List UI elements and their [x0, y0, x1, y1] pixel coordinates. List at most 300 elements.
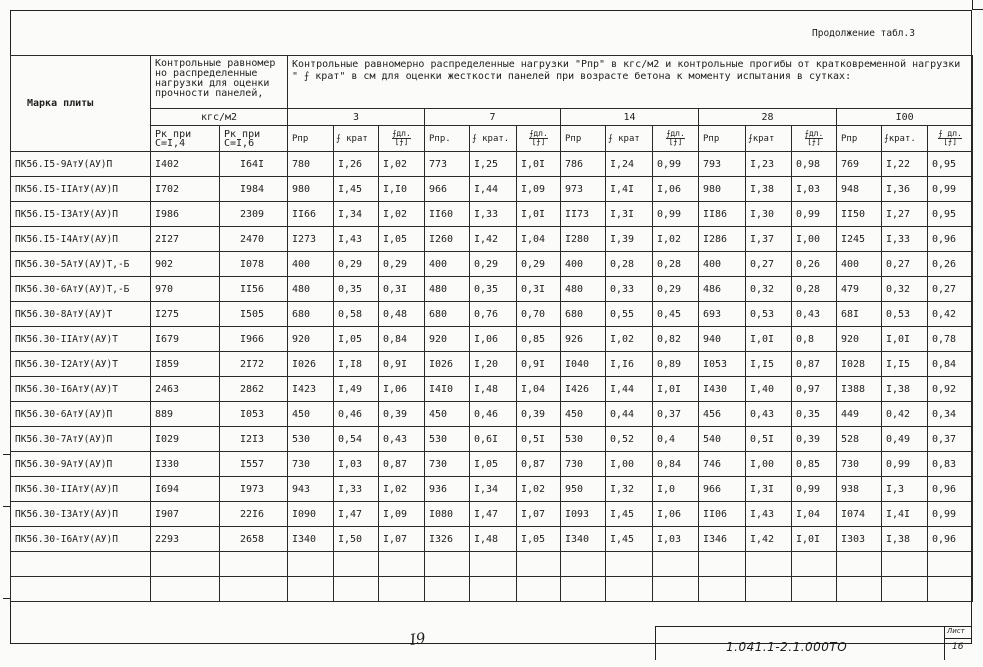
empty-cell — [334, 577, 379, 602]
table-cell: 0,27 — [882, 252, 928, 277]
long-deflection-subheader — [517, 126, 561, 152]
table-cell: I694 — [151, 477, 220, 502]
table-cell: 746 — [699, 452, 746, 477]
table-cell: I340 — [561, 527, 606, 552]
table-cell: I,48 — [470, 527, 517, 552]
table-cell: I4I0 — [425, 377, 470, 402]
table-cell: 0,35 — [334, 277, 379, 302]
table-cell: 400 — [425, 252, 470, 277]
table-row — [11, 452, 973, 477]
empty-cell — [11, 552, 151, 577]
table-cell: I,34 — [334, 202, 379, 227]
table-cell: 769 — [837, 152, 882, 177]
table-cell: I303 — [837, 527, 882, 552]
empty-cell — [288, 552, 334, 577]
empty-cell — [379, 552, 425, 577]
table-row — [11, 477, 973, 502]
table-cell: 2I72 — [220, 352, 288, 377]
frac-denominator: [⨍] — [531, 137, 546, 146]
table-cell: I273 — [288, 227, 334, 252]
table-cell: I,02 — [379, 202, 425, 227]
table-cell: I,0I — [792, 527, 837, 552]
table-cell: 973 — [561, 177, 606, 202]
table-cell: 400 — [699, 252, 746, 277]
table-cell: 2463 — [151, 377, 220, 402]
empty-cell — [561, 577, 606, 602]
table-cell: I859 — [151, 352, 220, 377]
table-cell: 940 — [699, 327, 746, 352]
table-cell: I,27 — [882, 202, 928, 227]
table-cell: I093 — [561, 502, 606, 527]
frac-denominator: [⨍] — [943, 137, 958, 146]
table-cell: II60 — [425, 202, 470, 227]
table-cell: 2293 — [151, 527, 220, 552]
table-cell: I,06 — [379, 377, 425, 402]
table-cell: 0,5I — [746, 427, 792, 452]
table-cell: 0,46 — [470, 402, 517, 427]
table-cell: I,0 — [653, 477, 699, 502]
table-cell: I,49 — [334, 377, 379, 402]
slab-mark: ПК56.I5-IIАтУ(АУ)П — [11, 177, 151, 202]
table-cell: 793 — [699, 152, 746, 177]
table-cell: 693 — [699, 302, 746, 327]
empty-row — [11, 577, 973, 602]
slab-mark: ПК56.30-IIАтУ(АУ)П — [11, 477, 151, 502]
empty-cell — [220, 577, 288, 602]
table-cell: 0,96 — [928, 227, 973, 252]
empty-cell — [792, 577, 837, 602]
table-cell: 0,27 — [928, 277, 973, 302]
sheet-divider — [944, 638, 972, 639]
slab-mark: ПК56.30-I6АтУ(АУ)Т — [11, 377, 151, 402]
frame-corner-line — [972, 0, 983, 10]
table-row — [11, 402, 973, 427]
table-cell: 540 — [699, 427, 746, 452]
table-cell: 0,97 — [792, 377, 837, 402]
table-cell: 0,45 — [653, 302, 699, 327]
table-cell: 456 — [699, 402, 746, 427]
table-cell: I,44 — [606, 377, 653, 402]
table-cell: I,40 — [746, 377, 792, 402]
table-cell: 450 — [425, 402, 470, 427]
table-cell: 926 — [561, 327, 606, 352]
empty-cell — [288, 577, 334, 602]
table-cell: 2I27 — [151, 227, 220, 252]
table-cell: 0,87 — [792, 352, 837, 377]
short-deflection-subheader: ⨍ крат — [606, 126, 653, 152]
table-cell: 0,6I — [470, 427, 517, 452]
table-cell: 730 — [837, 452, 882, 477]
table-cell: 0,46 — [334, 402, 379, 427]
table-cell: 0,35 — [470, 277, 517, 302]
empty-cell — [379, 577, 425, 602]
slab-mark: ПК56.30-I3АтУ(АУ)П — [11, 502, 151, 527]
table-cell: I,0I — [746, 327, 792, 352]
table-cell: I,05 — [379, 227, 425, 252]
table-cell: 966 — [699, 477, 746, 502]
rk-col-1-header: Рк при С=I,4 — [151, 126, 220, 152]
table-row — [11, 527, 973, 552]
table-cell: I2I3 — [220, 427, 288, 452]
empty-cell — [470, 577, 517, 602]
table-cell: I,0I — [653, 377, 699, 402]
table-cell: I,05 — [334, 327, 379, 352]
table-cell: 0,27 — [746, 252, 792, 277]
table-cell: I,02 — [517, 477, 561, 502]
table-cell: I,0I — [882, 327, 928, 352]
empty-cell — [334, 552, 379, 577]
strength-header: Контрольные равномер но распределенные нагрузки для оценки прочности панелей, — [151, 56, 288, 109]
empty-cell — [425, 552, 470, 577]
table-cell: 0,99 — [792, 202, 837, 227]
empty-cell — [746, 577, 792, 602]
table-cell: I,4I — [882, 502, 928, 527]
table-cell: 773 — [425, 152, 470, 177]
day-header: I00 — [837, 109, 973, 126]
table-cell: I078 — [220, 252, 288, 277]
table-cell: I,09 — [517, 177, 561, 202]
table-cell: 780 — [288, 152, 334, 177]
table-cell: I,26 — [334, 152, 379, 177]
table-cell: I,32 — [606, 477, 653, 502]
table-cell: 0,99 — [792, 477, 837, 502]
table-cell: I340 — [288, 527, 334, 552]
table-cell: I,38 — [746, 177, 792, 202]
table-cell: I275 — [151, 302, 220, 327]
table-cell: 480 — [425, 277, 470, 302]
table-cell: I,33 — [334, 477, 379, 502]
table-cell: 0,33 — [606, 277, 653, 302]
table-cell: 400 — [561, 252, 606, 277]
table-cell: 450 — [561, 402, 606, 427]
table-cell: I,0I — [517, 202, 561, 227]
table-cell: I330 — [151, 452, 220, 477]
table-cell: 400 — [837, 252, 882, 277]
table-cell: 0,70 — [517, 302, 561, 327]
table-cell: I,3I — [606, 202, 653, 227]
table-cell: I,02 — [606, 327, 653, 352]
table-cell: I,05 — [470, 452, 517, 477]
table-row — [11, 377, 973, 402]
table-cell: I402 — [151, 152, 220, 177]
empty-cell — [606, 577, 653, 602]
table-cell: I984 — [220, 177, 288, 202]
table-cell: II06 — [699, 502, 746, 527]
table-cell: I346 — [699, 527, 746, 552]
table-cell: I,25 — [470, 152, 517, 177]
day-header: 14 — [561, 109, 699, 126]
table-cell: I026 — [425, 352, 470, 377]
table-cell: I,43 — [334, 227, 379, 252]
table-cell: I074 — [837, 502, 882, 527]
table-cell: I,I0 — [379, 177, 425, 202]
table-cell: I,33 — [882, 227, 928, 252]
short-deflection-subheader: ⨍ крат. — [470, 126, 517, 152]
table-row — [11, 152, 973, 177]
table-cell: I,20 — [470, 352, 517, 377]
table-cell: 0,53 — [882, 302, 928, 327]
table-cell: 0,28 — [606, 252, 653, 277]
table-cell: I,3I — [746, 477, 792, 502]
table-cell: I,I5 — [882, 352, 928, 377]
sheet-number: 16 — [952, 642, 964, 652]
table-cell: 0,39 — [517, 402, 561, 427]
table-cell: I080 — [425, 502, 470, 527]
slab-mark: ПК56.30-7АтУ(АУ)П — [11, 427, 151, 452]
table-cell: 0,87 — [379, 452, 425, 477]
table-cell: 938 — [837, 477, 882, 502]
table-cell: 450 — [288, 402, 334, 427]
table-cell: 0,92 — [928, 377, 973, 402]
empty-cell — [882, 577, 928, 602]
table-cell: 0,99 — [928, 177, 973, 202]
table-cell: I,07 — [379, 527, 425, 552]
table-row — [11, 502, 973, 527]
slab-mark: ПК56.30-I6АтУ(АУ)П — [11, 527, 151, 552]
table-cell: I,06 — [653, 502, 699, 527]
slab-mark: ПК56.30-9АтУ(АУ)П — [11, 452, 151, 477]
table-cell: 0,52 — [606, 427, 653, 452]
slab-mark: ПК56.I5-I4АтУ(АУ)П — [11, 227, 151, 252]
empty-cell — [928, 552, 973, 577]
table-cell: 0,32 — [882, 277, 928, 302]
empty-cell — [220, 552, 288, 577]
table-cell: I,47 — [470, 502, 517, 527]
table-cell: 980 — [699, 177, 746, 202]
table-cell: 0,8 — [792, 327, 837, 352]
table-cell: 486 — [699, 277, 746, 302]
empty-cell — [928, 577, 973, 602]
short-deflection-subheader: ⨍ крат — [334, 126, 379, 152]
table-cell: I040 — [561, 352, 606, 377]
table-cell: 2309 — [220, 202, 288, 227]
table-cell: 889 — [151, 402, 220, 427]
table-cell: I,03 — [792, 177, 837, 202]
frac-numerator: ⨍дл. — [529, 129, 548, 138]
table-cell: I,30 — [746, 202, 792, 227]
table-cell: 0,55 — [606, 302, 653, 327]
table-cell: 0,99 — [928, 502, 973, 527]
table-cell: 902 — [151, 252, 220, 277]
mark-header: Марка плиты — [11, 56, 151, 152]
table-cell: 0,43 — [792, 302, 837, 327]
table-cell: II86 — [699, 202, 746, 227]
table-cell: I973 — [220, 477, 288, 502]
table-cell: 0,42 — [928, 302, 973, 327]
empty-cell — [746, 552, 792, 577]
empty-cell — [699, 552, 746, 577]
table-cell: 936 — [425, 477, 470, 502]
table-cell: 528 — [837, 427, 882, 452]
table-cell: I,03 — [653, 527, 699, 552]
empty-cell — [606, 552, 653, 577]
long-deflection-subheader — [792, 126, 837, 152]
table-cell: I,I6 — [606, 352, 653, 377]
table-cell: I,33 — [470, 202, 517, 227]
table-cell: I,I8 — [334, 352, 379, 377]
table-cell: I,44 — [470, 177, 517, 202]
table-cell: 0,29 — [517, 252, 561, 277]
load-subheader: Рпр — [288, 126, 334, 152]
table-cell: I,23 — [746, 152, 792, 177]
empty-cell — [151, 552, 220, 577]
empty-cell — [882, 552, 928, 577]
table-cell: I505 — [220, 302, 288, 327]
table-cell: I907 — [151, 502, 220, 527]
table-cell: 530 — [425, 427, 470, 452]
table-cell: I,47 — [334, 502, 379, 527]
table-cell: 920 — [837, 327, 882, 352]
sheet-label: Лист — [947, 627, 965, 635]
table-cell: 730 — [425, 452, 470, 477]
table-cell: I326 — [425, 527, 470, 552]
table-cell: I286 — [699, 227, 746, 252]
table-cell: 680 — [425, 302, 470, 327]
table-cell: 0,29 — [653, 277, 699, 302]
table-cell: 0,28 — [792, 277, 837, 302]
table-cell: I,48 — [470, 377, 517, 402]
table-cell: 0,48 — [379, 302, 425, 327]
table-cell: 2862 — [220, 377, 288, 402]
table-cell: I029 — [151, 427, 220, 452]
margin-tick — [3, 454, 10, 455]
table-cell: II73 — [561, 202, 606, 227]
table-cell: I,42 — [470, 227, 517, 252]
table-row — [11, 277, 973, 302]
table-cell: I,04 — [517, 227, 561, 252]
empty-cell — [517, 577, 561, 602]
table-cell: I,3 — [882, 477, 928, 502]
table-cell: 480 — [288, 277, 334, 302]
table-cell: I028 — [837, 352, 882, 377]
table-cell: 0,95 — [928, 152, 973, 177]
slab-mark: ПК56.I5-I3АтУ(АУ)П — [11, 202, 151, 227]
empty-row — [11, 552, 973, 577]
table-cell: 0,58 — [334, 302, 379, 327]
table-cell: I,03 — [334, 452, 379, 477]
table-cell: I280 — [561, 227, 606, 252]
table-cell: 0,5I — [517, 427, 561, 452]
table-cell: 786 — [561, 152, 606, 177]
slab-mark: ПК56.30-6АтУ(АУ)П — [11, 402, 151, 427]
table-cell: 0,99 — [653, 152, 699, 177]
table-row — [11, 327, 973, 352]
table-cell: I,24 — [606, 152, 653, 177]
table-cell: 0,3I — [517, 277, 561, 302]
table-cell: 0,29 — [470, 252, 517, 277]
stiffness-header: Контрольные равномерно распределенные нагрузки "Рпр" в кгс/м2 и контрольные прогибы от кратковременной нагрузки " ⨍ крат" в см для оценки жесткости панелей при возрасте бетона к моменту испытания в сутках: — [288, 56, 973, 109]
table-cell: I026 — [288, 352, 334, 377]
table-cell: I,50 — [334, 527, 379, 552]
table-cell: 0,35 — [792, 402, 837, 427]
table-cell: 530 — [288, 427, 334, 452]
rk-col-2-header: Рк при С=I,6 — [220, 126, 288, 152]
table-cell: 530 — [561, 427, 606, 452]
table-cell: 0,49 — [882, 427, 928, 452]
table-cell: I,00 — [792, 227, 837, 252]
table-cell: I245 — [837, 227, 882, 252]
table-cell: 0,37 — [928, 427, 973, 452]
table-cell: II50 — [837, 202, 882, 227]
table-cell: I090 — [288, 502, 334, 527]
table-cell: 0,43 — [379, 427, 425, 452]
table-cell: 966 — [425, 177, 470, 202]
empty-cell — [792, 552, 837, 577]
table-cell: 449 — [837, 402, 882, 427]
table-cell: I,0I — [517, 152, 561, 177]
table-cell: 0,78 — [928, 327, 973, 352]
load-subheader: Рпр — [699, 126, 746, 152]
empty-cell — [425, 577, 470, 602]
table-cell: I64I — [220, 152, 288, 177]
table-cell: I,22 — [882, 152, 928, 177]
empty-cell — [837, 552, 882, 577]
table-cell: 0,84 — [379, 327, 425, 352]
table-cell: I,45 — [606, 502, 653, 527]
table-cell: 0,85 — [517, 327, 561, 352]
table-cell: I,04 — [792, 502, 837, 527]
table-cell: I,45 — [606, 527, 653, 552]
table-cell: 970 — [151, 277, 220, 302]
load-subheader: Рпр — [837, 126, 882, 152]
day-header: 3 — [288, 109, 425, 126]
table-cell: 920 — [425, 327, 470, 352]
table-cell: I986 — [151, 202, 220, 227]
empty-cell — [11, 577, 151, 602]
table-cell: I,02 — [653, 227, 699, 252]
empty-cell — [561, 552, 606, 577]
table-cell: 0,32 — [746, 277, 792, 302]
empty-cell — [653, 552, 699, 577]
table-cell: I053 — [699, 352, 746, 377]
table-cell: 943 — [288, 477, 334, 502]
table-cell: II66 — [288, 202, 334, 227]
table-cell: I,42 — [746, 527, 792, 552]
table-cell: I,38 — [882, 527, 928, 552]
table-cell: 730 — [561, 452, 606, 477]
table-row — [11, 252, 973, 277]
table-caption: Продолжение табл.3 — [812, 28, 915, 39]
load-table — [10, 55, 973, 602]
table-cell: 0,26 — [928, 252, 973, 277]
table-cell: I,05 — [517, 527, 561, 552]
table-cell: 0,39 — [379, 402, 425, 427]
day-header: 7 — [425, 109, 561, 126]
table-cell: 0,28 — [653, 252, 699, 277]
load-subheader: Рпр — [561, 126, 606, 152]
strength-unit: кгс/м2 — [151, 109, 288, 126]
table-cell: I,06 — [653, 177, 699, 202]
load-subheader: Рпр. — [425, 126, 470, 152]
table-cell: 0,26 — [792, 252, 837, 277]
table-cell: 0,37 — [653, 402, 699, 427]
empty-cell — [151, 577, 220, 602]
table-cell: 479 — [837, 277, 882, 302]
table-cell: 0,99 — [882, 452, 928, 477]
table-cell: 2658 — [220, 527, 288, 552]
table-cell: 0,54 — [334, 427, 379, 452]
table-cell: 0,42 — [882, 402, 928, 427]
table-cell: 0,84 — [653, 452, 699, 477]
signature-mark: I9 — [408, 629, 427, 649]
slab-mark: ПК56.30-I2АтУ(АУ)Т — [11, 352, 151, 377]
table-cell: I,45 — [334, 177, 379, 202]
table-cell: 2470 — [220, 227, 288, 252]
empty-cell — [470, 552, 517, 577]
document-code: 1.041.1-2.1.000ТО — [726, 640, 848, 654]
table-cell: 0,34 — [928, 402, 973, 427]
empty-cell — [699, 577, 746, 602]
